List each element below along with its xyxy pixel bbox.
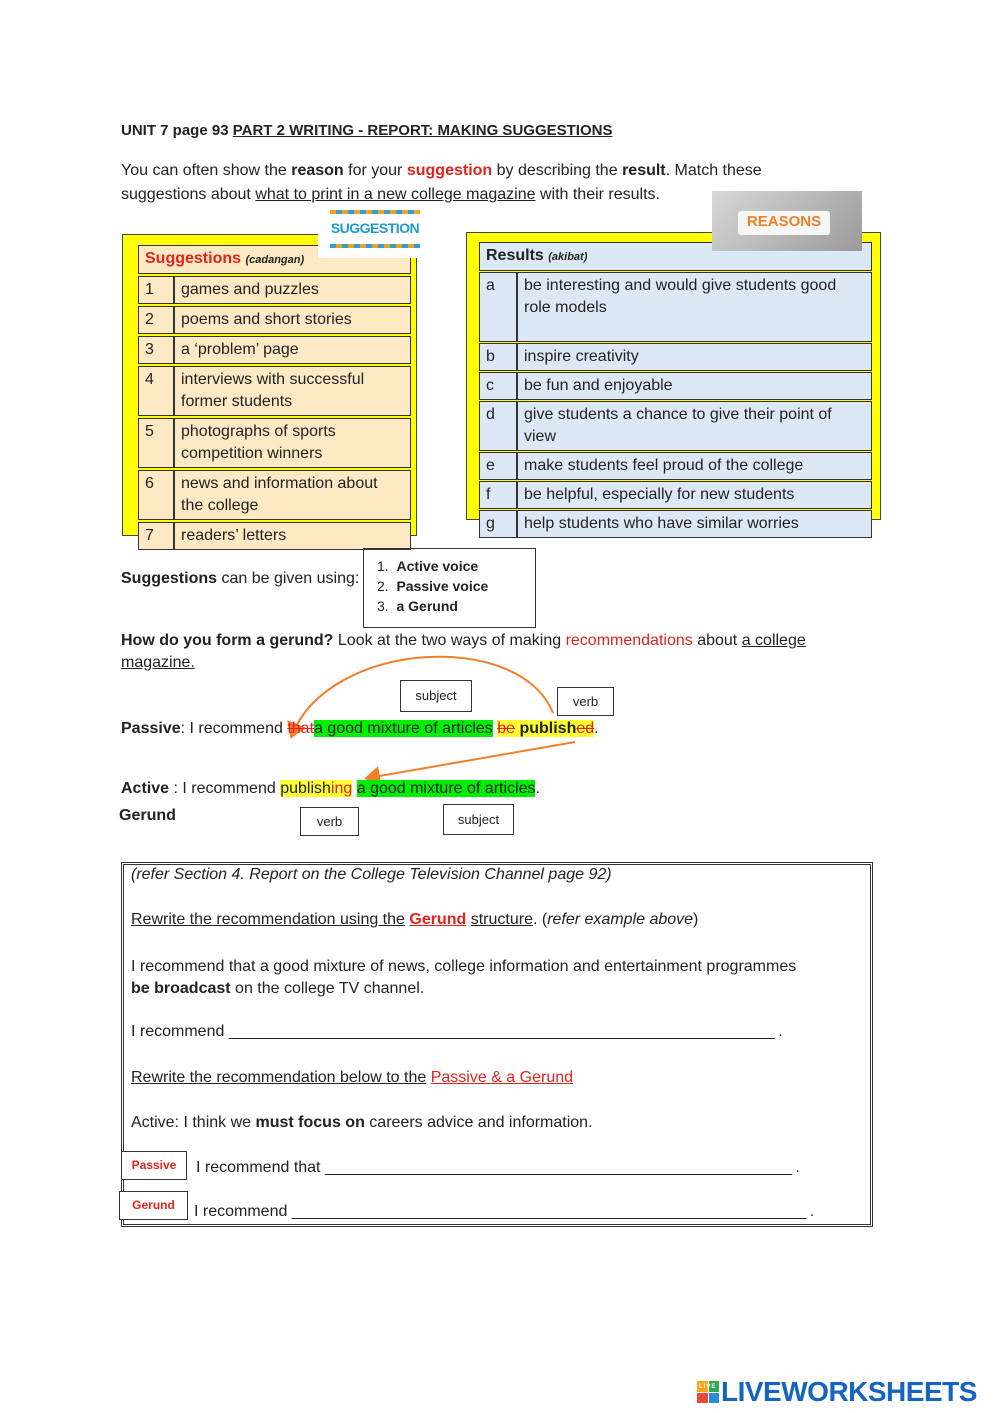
intro-text: by describing the [496,162,618,179]
row-text: give students a chance to give their point of view [517,401,872,451]
task-reference: (refer Section 4. Report on the College Television Channel page 92) [131,866,612,883]
subject-highlight: a good mixture of articles [356,780,536,797]
subject-tag: subject [400,680,472,712]
intro-text: with their results. [539,186,660,203]
row-text: a ‘problem’ page [174,336,411,364]
gerund-label: Gerund [119,807,176,824]
intro-text: for your [348,162,403,179]
gerund-question-text: about [697,632,738,649]
row-number: 3 [138,336,174,364]
answer-3-blank[interactable]: _________________________________________________________________ [291,1203,806,1220]
gerund-question-text: Look at the two ways of making [337,632,562,649]
straight-arrow [368,742,575,778]
row-letter: b [479,343,517,371]
active-sentence: Active: I think we must focus on careers advice and information. [131,1114,593,1131]
row-text: help students who have similar worries [517,510,872,538]
struck-ed: ed [576,720,595,737]
row-number: 5 [138,418,174,468]
instruction-2: Rewrite the recommendation below to the Passive & a Gerund [131,1069,574,1086]
row-text: poems and short stories [174,306,411,334]
intro-text: You can often show the [121,162,287,179]
intro-text: . Match these [665,162,762,179]
answer-1-blank[interactable]: _____________________________________________________________________ [228,1023,774,1040]
gerund-question-bold: How do you form a gerund? [121,632,334,649]
subject-tag: subject [443,804,514,835]
row-text: readers’ letters [174,522,411,550]
reasons-badge-text: REASONS [746,213,822,230]
answer-1: I recommend _____________________________________________________________________ . [131,1023,783,1040]
voice-label-text: can be given using: [221,570,360,587]
instruction-1: Rewrite the recommendation using the Gerund structure. (refer example above) [131,911,699,928]
task-sentence-1: I recommend that a good mixture of news, college information and entertainment programmes be broadcast on the college TV channel. [131,958,797,997]
gerund-question-underlined: a college magazine. [121,632,806,671]
row-number: 6 [138,470,174,520]
subject-highlight: a good mixture of articles [314,720,493,737]
intro-underlined: what to print in a new college magazine [255,186,536,203]
row-text: be helpful, especially for new students [517,481,872,509]
row-letter: e [479,452,517,480]
voice-option: 3. a Gerund [377,598,458,614]
row-number: 4 [138,366,174,416]
gerund-word: Gerund [409,911,467,928]
ing-suffix: ing [330,780,353,797]
gerund-tag: Gerund [119,1191,188,1220]
intro-suggestion: suggestion [406,162,493,179]
row-number: 1 [138,276,174,304]
part-title: PART 2 WRITING - REPORT: MAKING SUGGESTIONS [232,122,613,139]
answer-2: I recommend that ___________________________________________________________ . [196,1159,800,1176]
suggestion-badge-text: SUGGESTION [330,220,420,236]
gerund-question-red: recommendations [565,632,693,649]
row-text: inspire creativity [517,343,872,371]
logo-mark-text: LIVE [699,1384,717,1390]
verb-tag: verb [300,807,359,836]
voice-option: 2. Passive voice [377,578,489,594]
row-letter: c [479,372,517,400]
verb-highlight: publish [280,780,331,797]
voice-label-bold: Suggestions [121,570,218,587]
active-label: Active [121,780,170,797]
intro-reason: reason [291,162,344,179]
row-text: games and puzzles [174,276,411,304]
voice-option: 1. Active voice [377,558,479,574]
answer-3: I recommend _________________________________________________________________ . [194,1203,815,1220]
verb-highlight: publish [519,720,577,737]
row-text: be fun and enjoyable [517,372,872,400]
passive-label: Passive [121,720,181,737]
row-letter: d [479,401,517,451]
unit-label: UNIT 7 page 93 [121,122,229,139]
struck-that: that [287,720,315,737]
suggestions-title: Suggestions [145,250,242,267]
row-text: news and information about the college [174,470,411,520]
answer-2-blank[interactable]: ___________________________________________________________ [324,1159,791,1176]
row-number: 2 [138,306,174,334]
row-letter: a [479,272,517,342]
row-text: photographs of sports competition winners [174,418,411,468]
suggestions-subtitle: (cadangan) [245,254,305,266]
row-letter: f [479,481,517,509]
row-text: make students feel proud of the college [517,452,872,480]
active-example: Active : I recommend publishing a good mixture of articles. [121,780,540,797]
row-text: interviews with successful former students [174,366,411,416]
passive-tag: Passive [121,1151,187,1180]
intro-text: suggestions about [121,186,251,203]
passive-example: Passive: I recommend thata good mixture of articles be published. [121,720,599,737]
row-letter: g [479,510,517,538]
struck-be: be [497,720,516,737]
logo-text: LIVEWORKSHEETS [721,1376,977,1407]
row-number: 7 [138,522,174,550]
results-subtitle: (akibat) [548,251,588,263]
verb-tag: verb [557,687,614,716]
row-text: be interesting and would give students good role models [517,272,872,342]
results-title: Results [486,247,544,264]
intro-result: result [622,162,666,179]
